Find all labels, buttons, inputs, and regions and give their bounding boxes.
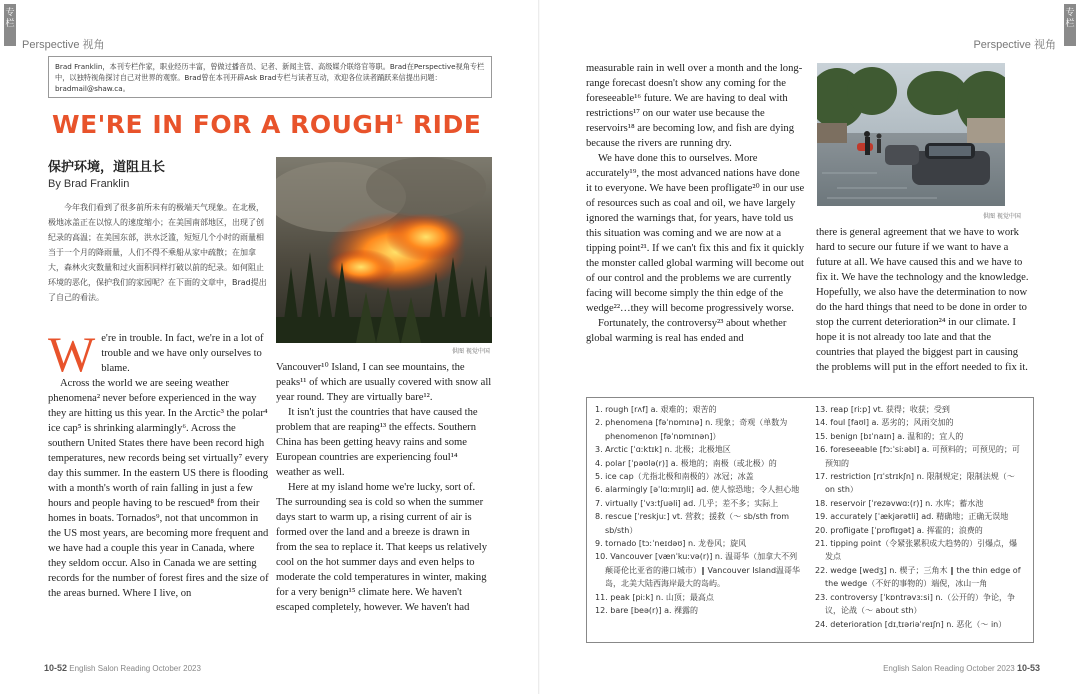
vocab-entry: 8. rescue [ˈreskjuː] vt. 营救；援救（～ sb/sth from sb/sth）: [595, 512, 790, 535]
vocab-entry: 6. alarmingly [əˈlɑːmɪŋli] ad. 使人惊恐地；令人担心地: [595, 485, 800, 495]
author-bio-box: Brad Franklin，本刊专栏作家，职业经历丰富，曾做过播音员、记者、新闻主管、高级媒介联络官等职。Brad在Perspective视角专栏中，以独特视角探讨自己对世界的观察。Brad曾在本刊开辟Ask Brad专栏与读者互动，欢迎各位读者踊跃来信提出问题：bradmail@shaw.ca。: [48, 56, 492, 98]
vocab-entry: 10. Vancouver [vænˈkuːvə(r)] n. 温哥华（加拿大不列颠哥伦比亚省的港口城市）‖ Vancouver Island温哥华岛，北美大陆西海岸最大的岛屿。: [595, 552, 801, 589]
vocab-entry: 13. reap [riːp] vt. 获得；收获；受到: [815, 405, 950, 414]
paragraph: measurable rain in well over a month and the long-range forecast doesn't show any coming for the foreseeable¹⁶ future. We are having to deal with restrictions¹⁷ on our water use because the reservoirs¹⁸ are becoming low, and fish are dying because the rivers are running dry.: [586, 63, 803, 149]
runner-zh: 视角: [1034, 38, 1056, 51]
vocab-entry: 1. rough [rʌf] a. 艰难的；艰苦的: [595, 405, 717, 414]
flood-image: [817, 63, 1005, 206]
body-column-2: [276, 360, 492, 615]
body-column-3: [586, 61, 808, 346]
vocab-entry: 19. accurately [ˈækjərətli] ad. 精确地；正确无误地: [815, 512, 1009, 522]
page-footer: [883, 663, 1040, 673]
vocab-entry: 12. bare [beə(r)] a. 裸露的: [595, 606, 699, 616]
vocab-entry: 7. virtually [ˈvɜːtʃuəli] ad. 几乎；差不多；实际上: [595, 498, 779, 508]
running-header: [22, 36, 105, 52]
vocab-entry: 23. controversy [ˈkɒntrəvɜːsi] n.（公开的）争论，争议，论战（～ about sth）: [815, 592, 1015, 616]
runner-zh: 视角: [82, 38, 105, 51]
vocab-entry: 20. profligate [ˈprɒflɪgət] a. 挥霍的；浪费的: [815, 525, 983, 535]
body-column-4: [816, 225, 1032, 375]
page-footer: [44, 663, 201, 673]
page-number: 10-52: [44, 663, 68, 673]
title-footnote: 1: [394, 112, 404, 127]
vocab-column-left: [595, 403, 805, 618]
vocab-entry: 15. benign [bɪˈnaɪn] a. 温和的；宜人的: [815, 431, 964, 441]
paragraph: Fortunately, the controversy²³ about whether global warming is real has ended and: [586, 318, 787, 344]
vocab-entry: 11. peak [piːk] n. 山顶；最高点: [595, 592, 714, 602]
footer-text: English Salon Reading October 2023: [883, 664, 1015, 673]
paragraph: e're in trouble. In fact, we're in a lot of trouble and we have only ourselves to blame.: [101, 333, 264, 374]
vocab-entry: 9. tornado [tɔːˈneɪdəʊ] n. 龙卷风；旋风: [595, 539, 747, 549]
paragraph: Vancouver¹⁰ Island, I can see mountains, the peaks¹¹ of which are usually covered with snow all year round. They are virtually bare¹².: [276, 362, 492, 403]
paragraph: Across the world we are seeing weather phenomena² never before experienced in the way they are hitting us this year. In the Arctic³ the polar⁴ ice cap⁵ is shrinking alarmingly⁶. Across the southern United States there have been record high temperatures, new records being set virtually⁷ every day this summer. In the eastern US there is flooding with a month's worth of rain falling in just a few hours and people having to be rescued⁸ from their homes in boats. Tornados⁹, not that uncommon in the US most years, are becoming more frequent and we have had a couple this year in Canada, where they seldom occur. Also in Canada we are setting records for the number of forest fires and the size of the areas burned. Where I live, on: [48, 378, 269, 599]
page-number: 10-53: [1016, 663, 1040, 673]
vocab-entry: 5. ice cap（尤指北极和南极的）冰冠；冰盖: [595, 472, 754, 482]
vocab-column-right: [815, 403, 1025, 631]
vocab-entry: 2. phenomena [fəˈnɒmɪnə] n. 现象；奇观（单数为 phenomenon [fəˈnɒmɪnən]）: [595, 418, 788, 441]
paragraph: It isn't just the countries that have caused the problem that are reaping¹³ the effects. Southern China has been getting heavy rains and some European countries are experiencing foul¹⁴ weather as well.: [276, 407, 478, 478]
title-end: RIDE: [403, 110, 482, 139]
vocab-entry: 18. reservoir [ˈrezəvwɑː(r)] n. 水库；蓄水池: [815, 498, 984, 508]
photo-caption: 供图 视觉中国: [983, 213, 1021, 220]
column-tab: 专栏: [4, 4, 16, 46]
paragraph: Here at my island home we're lucky, sort of. The surrounding sea is cold so when the summer days start to warm up, a rising current of air is formed over the land and a breeze is drawn in from the sea to replace it. That keeps us relatively cool on the hot summer days and even helps to moderate the cold temperatures in winter, making for a very benign¹⁵ climate here. We haven't escaped completely, however. We haven't had: [276, 482, 488, 613]
footer-text: English Salon Reading October 2023: [69, 664, 201, 673]
paragraph: We have done this to ourselves. More accurately¹⁹, the most advanced nations have done it to everyone. We have been profligate²⁰ in our use of resources such as coal and oil, we have largely ignored the warnings that, for years, have told us this situation was coming and we are now at a tipping point²¹. If we can't fix this and fix it quickly the monster called global warming will become out of our control and the problems we are currently facing will become simply the thin edge of the wedge²²…they will become progressively worse.: [586, 153, 805, 314]
vocab-entry: 14. foul [faʊl] a. 恶劣的；风雨交加的: [815, 418, 954, 428]
running-header: [973, 36, 1056, 52]
drop-cap: W: [48, 326, 96, 382]
vocab-entry: 16. foreseeable [fɔːˈsiːəbl] a. 可预料的；可预见的；可预知的: [815, 445, 1020, 468]
forest-fire-photo: [276, 157, 492, 343]
vocab-entry: 21. tipping point（令紧张累积成大趋势的）引爆点，爆发点: [815, 539, 1018, 562]
photo-caption: 供图 视觉中国: [452, 348, 490, 355]
vocab-entry: 24. deterioration [dɪˌtɪəriəˈreɪʃn] n. 恶化（～ in）: [815, 619, 1007, 629]
body-column-1: [48, 326, 270, 601]
flooded-street-photo: [817, 63, 1005, 206]
byline: By Brad Franklin: [48, 178, 130, 190]
article-title: [52, 110, 481, 139]
title-main: WE'RE IN FOR A ROUGH: [52, 110, 395, 139]
runner-en: Perspective: [22, 39, 80, 51]
vocab-entry: 22. wedge [wedʒ] n. 楔子；三角木 ‖ the thin edge of the wedge（不好的事物的）端倪，冰山一角: [815, 565, 1021, 589]
paragraph: there is general agreement that we have to work hard to secure our future if we want to have a future at all. We have caused this and we have to fix it. We have the technology and the knowledge. Hopefully, we also have the determination to now do the hard things that need to be done in order to stop the current deterioration²⁴ in our climate. I hope it is not already too late and that the countries that played the biggest part in causing the problems will put in the effort needed to fix it.: [816, 227, 1029, 373]
vocab-entry: 4. polar [ˈpəʊlə(r)] a. 极地的；南极（或北极）的: [595, 458, 777, 468]
chinese-intro: 今年我们看到了很多前所未有的极端天气现象。在北极，极地冰盖正在以惊人的速度缩小；在美国南部地区，出现了创纪录的高温；在美国东部，洪水泛滥，短短几个小时的雨量相当于一个月的降雨量，人们不得不乘船从家中疏散；在加拿大，森林火灾数量和过火面积同样打破以前的纪录。如何阻止环境的恶化，保护我们的家园呢？在下面的文章中，Brad提出了自己的看法。: [48, 203, 267, 302]
article-subtitle: 保护环境，道阻且长: [48, 160, 166, 175]
forest-fire-image: [276, 157, 492, 343]
vocab-entry: 17. restriction [rɪˈstrɪkʃn] n. 限制规定；限制法规（～ on sth）: [815, 472, 1015, 495]
runner-en: Perspective: [973, 39, 1031, 51]
vocab-entry: 3. Arctic [ˈɑːktɪk] n. 北极；北极地区: [595, 445, 731, 455]
vocabulary-box: [586, 397, 1034, 643]
column-tab: 专栏: [1064, 4, 1076, 46]
